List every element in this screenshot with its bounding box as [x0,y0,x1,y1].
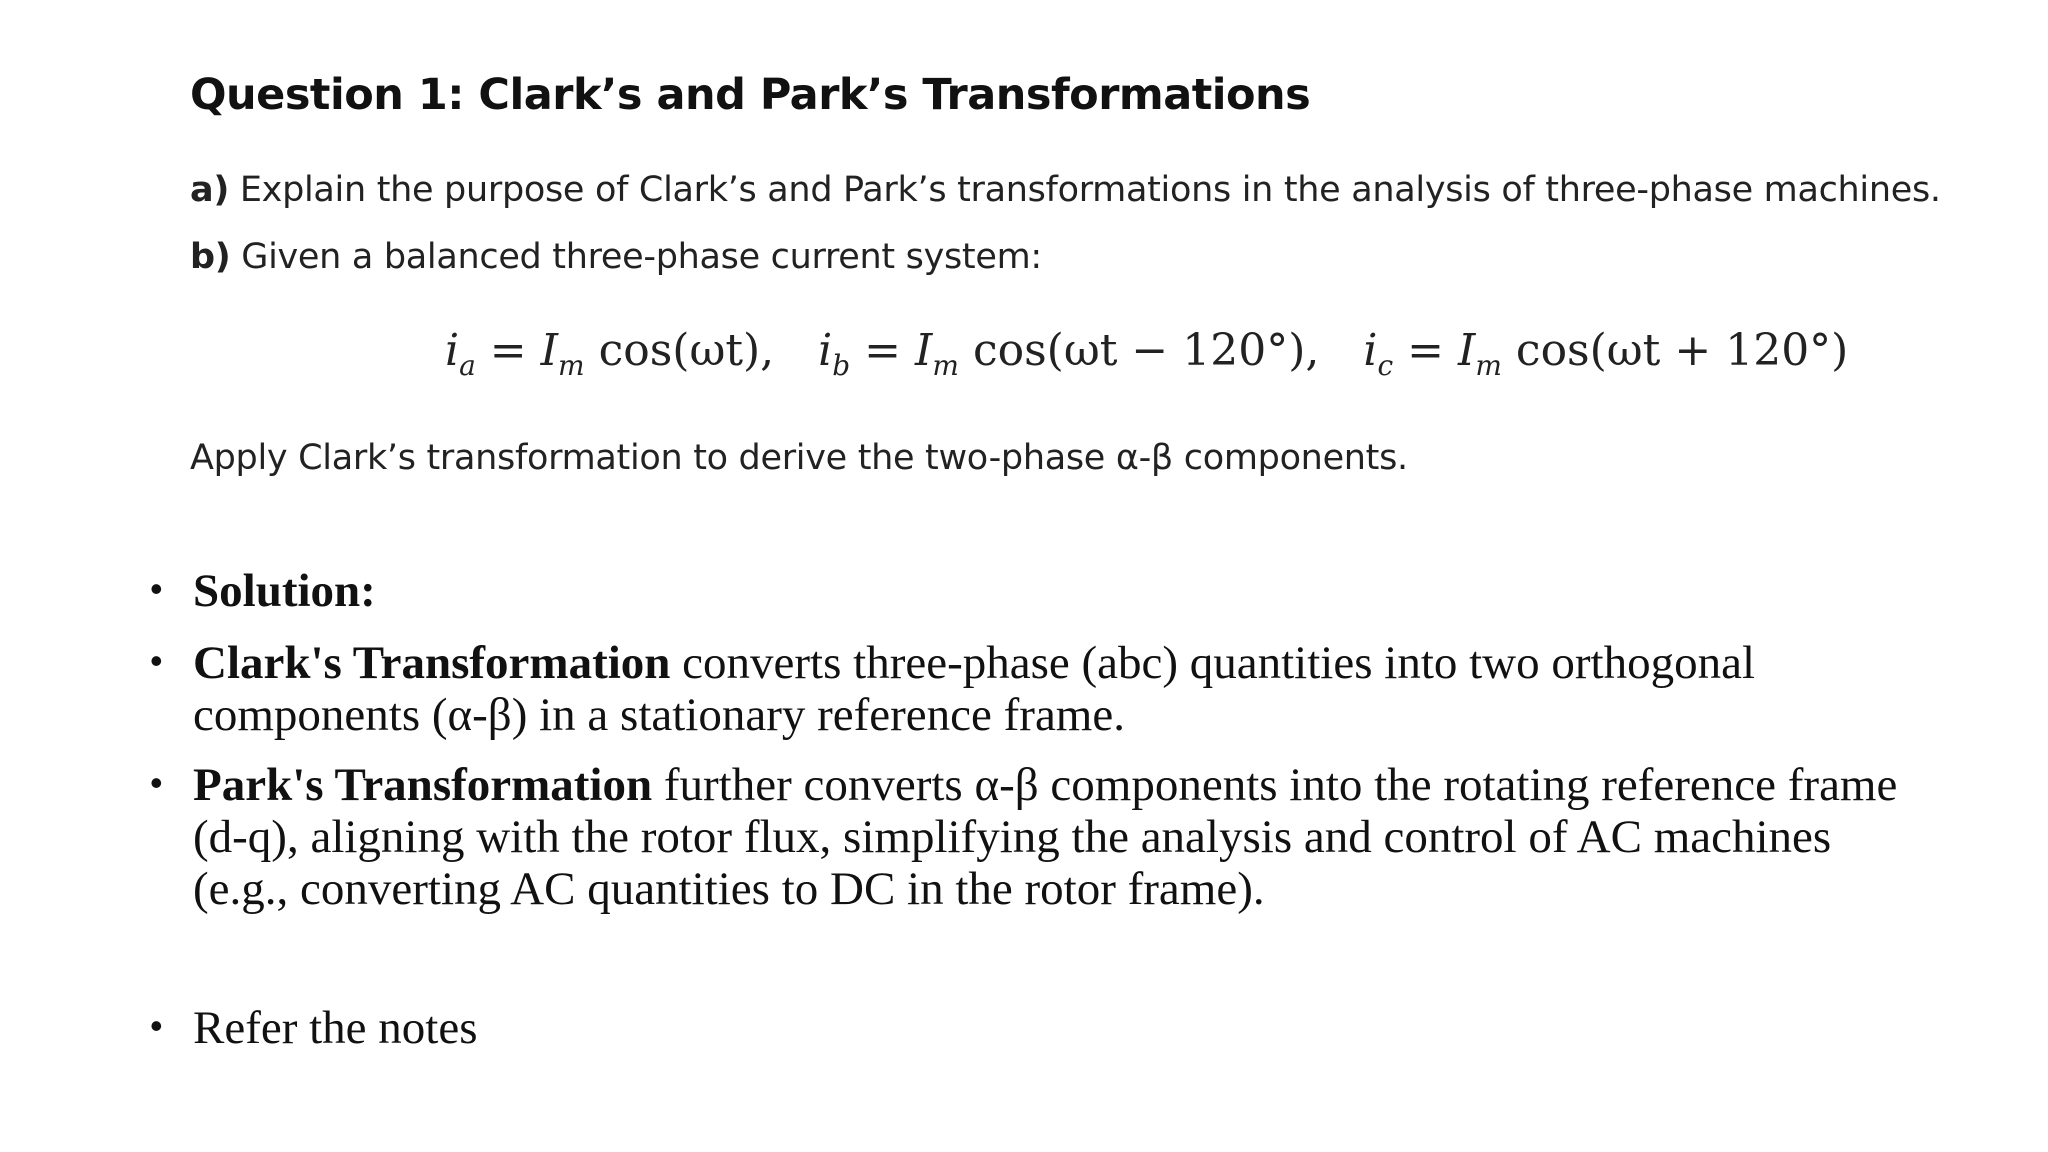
apply-instruction: Apply Clark’s transformation to derive the two-phase α-β components. [190,438,1408,478]
equation-ib: $i_b = I_m$ cos(ωt − 120°), [818,325,1320,382]
part-b-text: Given a balanced three-phase current system: [230,237,1042,277]
equation-ia: $i_a = I_m$ cos(ωt), [445,325,775,382]
park-item [148,759,1933,915]
part-b-label: b) [190,237,231,277]
question-block [190,70,1950,478]
equation-ic: $i_c = I_m$ cos(ωt + 120°) [1363,325,1849,382]
notes-item [148,1002,1933,1054]
notes-text: Refer the notes [193,1002,478,1054]
clark-bold: Clark's Transformation [193,637,671,689]
solution-heading: Solution: [193,565,376,617]
part-a-label: a) [190,170,230,210]
question-part-a [190,170,1941,210]
park-bold: Park's Transformation [193,759,653,811]
solution-heading-item [148,565,1933,617]
current-equations [445,325,1848,382]
park-text: further converts α-β components into the rotating reference frame (d-q), aligning with the rotor flux, simplifying the analysis and control of AC machines (e.g., converting AC quantities to DC in the rotor frame). [193,759,1898,915]
question-part-b [190,237,1042,277]
question-title: Question 1: Clark’s and Park’s Transformations [190,70,1311,120]
part-a-text: Explain the purpose of Clark’s and Park’s transformations in the analysis of three-phase machines. [229,170,1941,210]
clark-item [148,637,1933,741]
clark-text: converts three-phase (abc) quantities into two orthogonal components (α-β) in a stationary reference frame. [193,637,1756,741]
